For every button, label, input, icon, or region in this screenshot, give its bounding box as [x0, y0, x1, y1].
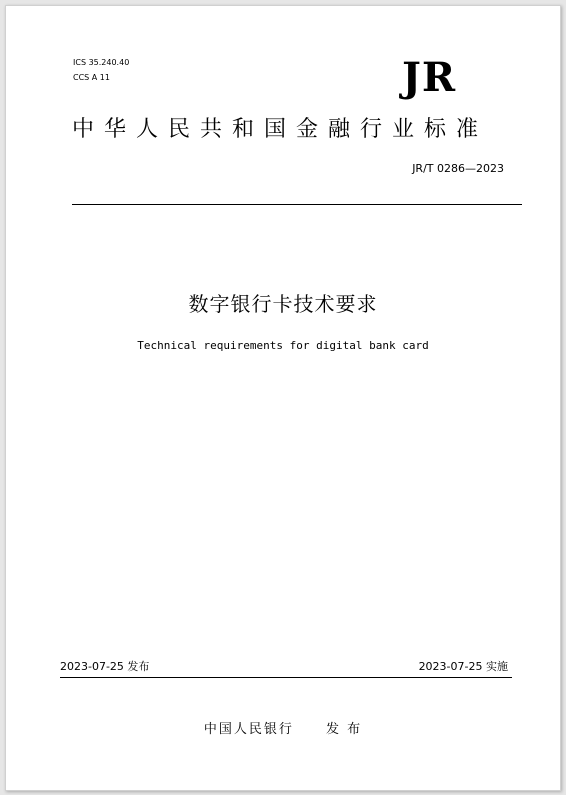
document-page	[5, 5, 561, 791]
industry-standard-title: 中华人民共和国金融行业标准	[72, 117, 489, 142]
publisher-name: 中国人民银行	[203, 722, 294, 737]
document-title-english: Technical requirements for digital bank card	[137, 339, 429, 352]
jr-logo: JR	[402, 54, 457, 101]
issue-date: 2023-07-25 发布	[60, 660, 150, 673]
classification-codes	[73, 55, 129, 85]
implementation-date: 2023-07-25 实施	[418, 660, 508, 673]
publisher-line	[6, 720, 560, 740]
footer-divider	[60, 677, 512, 678]
standard-number: JR/T 0286—2023	[412, 162, 504, 175]
ccs-code: CCS A 11	[73, 73, 110, 82]
document-title-chinese: 数字银行卡技术要求	[188, 292, 378, 316]
publisher-action: 发 布	[325, 722, 363, 737]
header-divider	[72, 204, 522, 205]
ics-code: ICS 35.240.40	[73, 58, 130, 67]
